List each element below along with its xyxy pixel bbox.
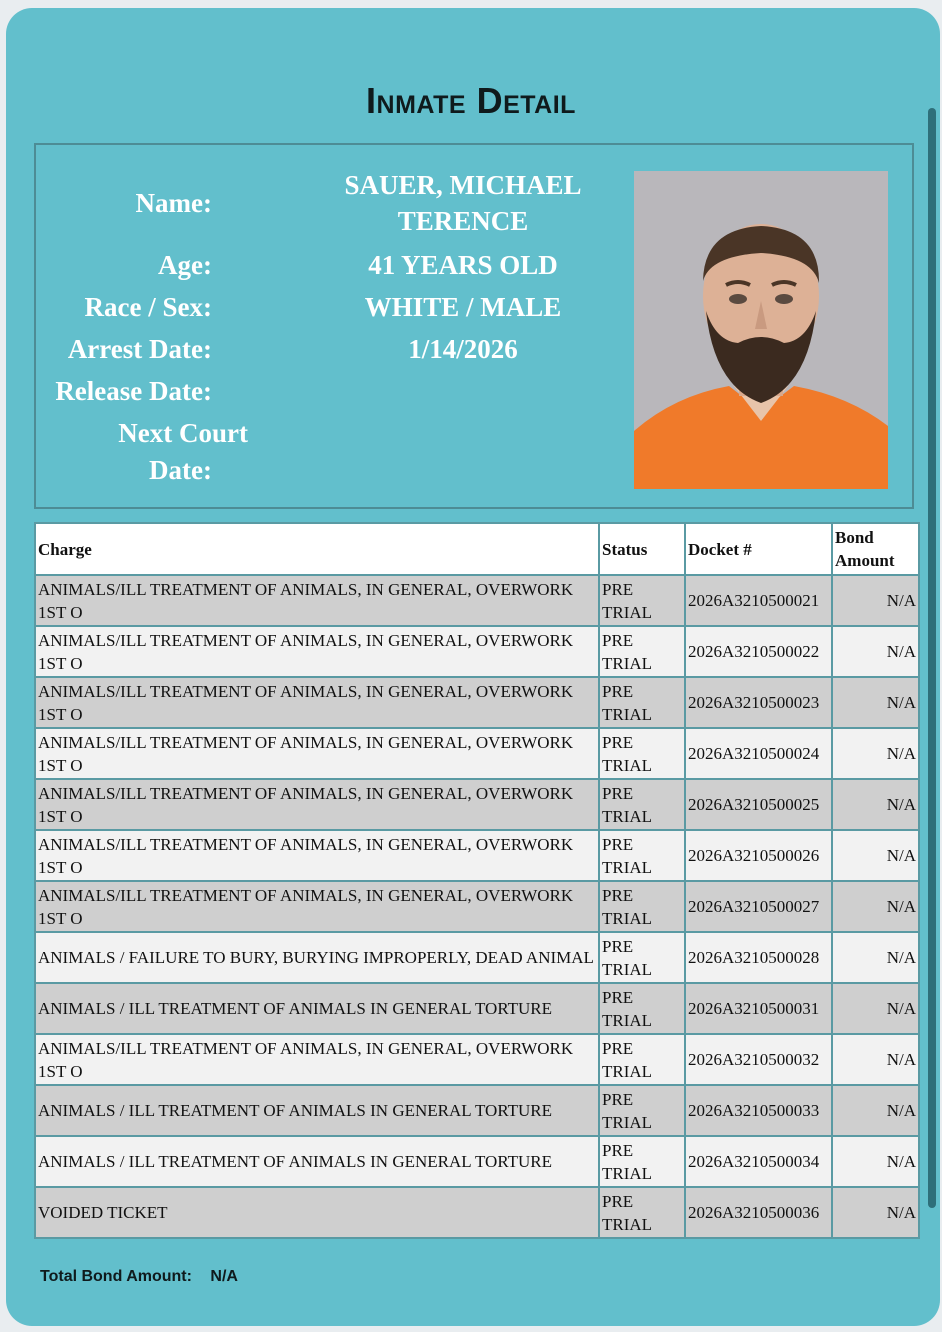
- status-cell: PRE TRIAL: [599, 1187, 685, 1238]
- name-value-line2: TERENCE: [397, 206, 529, 236]
- mugshot-illustration: [634, 171, 888, 489]
- docket-cell: 2026A3210500023: [685, 677, 832, 728]
- table-row: [35, 830, 919, 881]
- table-header-row: [35, 523, 919, 575]
- mugshot-photo: [634, 171, 888, 489]
- table-row: [35, 779, 919, 830]
- name-value-line1: SAUER, MICHAEL: [344, 170, 582, 200]
- docket-cell: 2026A3210500033: [685, 1085, 832, 1136]
- bond-cell: N/A: [832, 881, 919, 932]
- next-court-label-line1: Next Court: [118, 418, 248, 448]
- status-cell: PRE TRIAL: [599, 779, 685, 830]
- docket-cell: 2026A3210500032: [685, 1034, 832, 1085]
- age-value: 41 YEARS OLD: [368, 250, 558, 280]
- table-row: [35, 626, 919, 677]
- charges-table: [34, 522, 920, 1239]
- docket-cell: 2026A3210500021: [685, 575, 832, 626]
- table-row: [35, 1187, 919, 1238]
- table-row: [35, 983, 919, 1034]
- race-sex-label: Race / Sex:: [84, 292, 212, 322]
- charge-cell: ANIMALS / ILL TREATMENT OF ANIMALS IN GENERAL TORTURE: [35, 1085, 599, 1136]
- age-label: Age:: [158, 250, 212, 280]
- charge-cell: ANIMALS/ILL TREATMENT OF ANIMALS, IN GENERAL, OVERWORK 1ST O: [35, 830, 599, 881]
- status-cell: PRE TRIAL: [599, 932, 685, 983]
- bond-cell: N/A: [832, 728, 919, 779]
- arrest-date-value: 1/14/2026: [408, 334, 518, 364]
- bond-cell: N/A: [832, 626, 919, 677]
- bond-cell: N/A: [832, 677, 919, 728]
- total-bond-label: Total Bond Amount:: [40, 1268, 192, 1285]
- bond-cell: N/A: [832, 1187, 919, 1238]
- status-cell: PRE TRIAL: [599, 626, 685, 677]
- status-cell: PRE TRIAL: [599, 1034, 685, 1085]
- docket-cell: 2026A3210500025: [685, 779, 832, 830]
- total-bond: [40, 1268, 238, 1286]
- status-cell: PRE TRIAL: [599, 983, 685, 1034]
- race-sex-value: WHITE / MALE: [364, 292, 562, 322]
- charge-cell: ANIMALS / ILL TREATMENT OF ANIMALS IN GENERAL TORTURE: [35, 983, 599, 1034]
- status-cell: PRE TRIAL: [599, 677, 685, 728]
- next-court-label-line2: Date:: [149, 455, 212, 485]
- charge-cell: ANIMALS/ILL TREATMENT OF ANIMALS, IN GENERAL, OVERWORK 1ST O: [35, 728, 599, 779]
- bond-cell: N/A: [832, 575, 919, 626]
- table-row: [35, 1034, 919, 1085]
- docket-cell: 2026A3210500031: [685, 983, 832, 1034]
- charge-cell: ANIMALS/ILL TREATMENT OF ANIMALS, IN GENERAL, OVERWORK 1ST O: [35, 881, 599, 932]
- status-column-header: Status: [599, 523, 685, 575]
- docket-cell: 2026A3210500034: [685, 1136, 832, 1187]
- charge-cell: VOIDED TICKET: [35, 1187, 599, 1238]
- page-title: Inmate Detail: [366, 80, 576, 121]
- charge-cell: ANIMALS/ILL TREATMENT OF ANIMALS, IN GENERAL, OVERWORK 1ST O: [35, 626, 599, 677]
- docket-cell: 2026A3210500026: [685, 830, 832, 881]
- docket-cell: 2026A3210500036: [685, 1187, 832, 1238]
- table-row: [35, 677, 919, 728]
- status-cell: PRE TRIAL: [599, 830, 685, 881]
- bond-cell: N/A: [832, 1034, 919, 1085]
- bond-column-header: Bond Amount: [832, 523, 919, 575]
- charge-cell: ANIMALS / FAILURE TO BURY, BURYING IMPROPERLY, DEAD ANIMAL: [35, 932, 599, 983]
- name-label: Name:: [135, 188, 212, 218]
- arrest-date-label: Arrest Date:: [67, 334, 212, 364]
- charge-cell: ANIMALS/ILL TREATMENT OF ANIMALS, IN GENERAL, OVERWORK 1ST O: [35, 779, 599, 830]
- charge-cell: ANIMALS/ILL TREATMENT OF ANIMALS, IN GENERAL, OVERWORK 1ST O: [35, 575, 599, 626]
- bond-cell: N/A: [832, 1136, 919, 1187]
- inmate-info-panel: [34, 143, 914, 509]
- table-row: [35, 881, 919, 932]
- release-date-label: Release Date:: [55, 376, 212, 406]
- status-cell: PRE TRIAL: [599, 881, 685, 932]
- status-cell: PRE TRIAL: [599, 575, 685, 626]
- charge-column-header: Charge: [35, 523, 599, 575]
- status-cell: PRE TRIAL: [599, 728, 685, 779]
- status-cell: PRE TRIAL: [599, 1085, 685, 1136]
- charges-table-body: [35, 575, 919, 1238]
- scrollbar[interactable]: [928, 108, 936, 1208]
- bond-cell: N/A: [832, 779, 919, 830]
- charge-cell: ANIMALS / ILL TREATMENT OF ANIMALS IN GENERAL TORTURE: [35, 1136, 599, 1187]
- table-row: [35, 932, 919, 983]
- table-row: [35, 728, 919, 779]
- bond-cell: N/A: [832, 1085, 919, 1136]
- charge-cell: ANIMALS/ILL TREATMENT OF ANIMALS, IN GENERAL, OVERWORK 1ST O: [35, 677, 599, 728]
- docket-cell: 2026A3210500027: [685, 881, 832, 932]
- status-cell: PRE TRIAL: [599, 1136, 685, 1187]
- charge-cell: ANIMALS/ILL TREATMENT OF ANIMALS, IN GENERAL, OVERWORK 1ST O: [35, 1034, 599, 1085]
- total-bond-value: N/A: [210, 1268, 238, 1285]
- bond-cell: N/A: [832, 830, 919, 881]
- table-row: [35, 575, 919, 626]
- table-row: [35, 1085, 919, 1136]
- docket-cell: 2026A3210500022: [685, 626, 832, 677]
- table-row: [35, 1136, 919, 1187]
- docket-cell: 2026A3210500028: [685, 932, 832, 983]
- bond-cell: N/A: [832, 932, 919, 983]
- bond-cell: N/A: [832, 983, 919, 1034]
- docket-cell: 2026A3210500024: [685, 728, 832, 779]
- docket-column-header: Docket #: [685, 523, 832, 575]
